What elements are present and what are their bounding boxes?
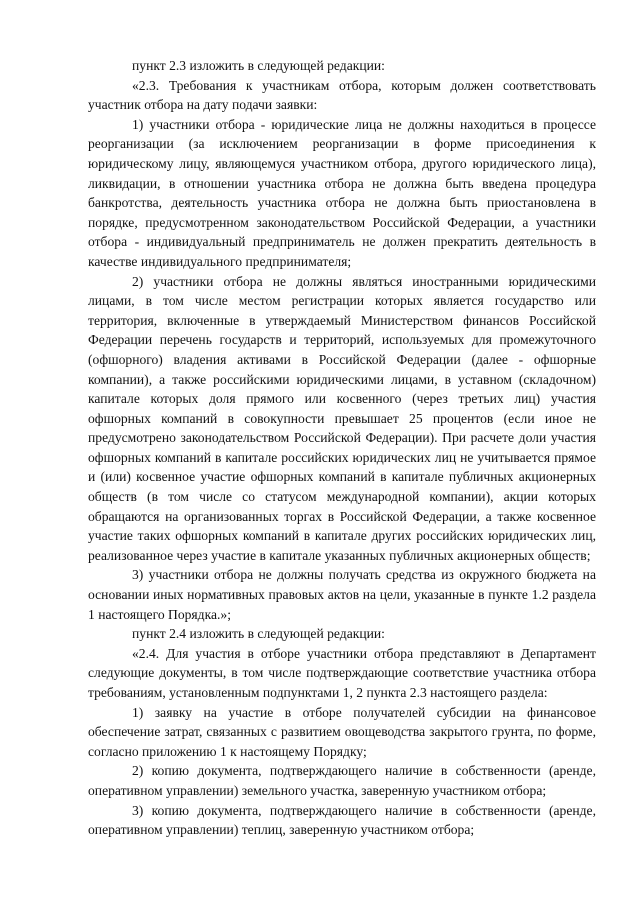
paragraph-2-3-item-1: 1) участники отбора - юридические лица не должны находиться в процессе реорганизации (за исключением реорганизации в форме присоединения к юридическому лицу, являющемуся участником отбора, другого юридического лица), ликвидации, в отношении участника отбора не должна быть введена процедура банкротства, деятельность участника отбора не должна быть приостановлена в порядке, предусмотренном законодательством Российской Федерации, а участники отбора - индивидуальный предприниматель не должен прекратить деятельность в качестве индивидуального предпринимателя; xyxy=(88,116,596,269)
paragraph-2-3-intro: «2.3. Требования к участникам отбора, которым должен соответствовать участник отбора на дату подачи заявки: xyxy=(88,77,596,113)
paragraph-2-4-item-3: 3) копию документа, подтверждающего наличие в собственности (аренде, оперативном управлении) теплиц, заверенную участником отбора; xyxy=(88,802,596,838)
paragraph-2-4-item-1: 1) заявку на участие в отборе получателей субсидии на финансовое обеспечение затрат, связанных с развитием овощеводства закрытого грунта, по форме, согласно приложению 1 к настоящему Порядку; xyxy=(88,704,596,759)
document-page xyxy=(88,56,596,840)
paragraph-amend-2-4: пункт 2.4 изложить в следующей редакции: xyxy=(132,626,385,642)
paragraph-2-4-intro: «2.4. Для участия в отборе участники отбора представляют в Департамент следующие документы, в том числе подтверждающие соответствие участника отбора требованиям, установленным подпунктами 1, 2 пункта 2.3 настоящего раздела: xyxy=(88,645,596,700)
paragraph-amend-2-3: пункт 2.3 изложить в следующей редакции: xyxy=(132,58,385,73)
paragraph-2-4-item-2: 2) копию документа, подтверждающего наличие в собственности (аренде, оперативном управлении) земельного участка, заверенную участником отбора; xyxy=(88,763,596,798)
paragraph-2-3-item-3: 3) участники отбора не должны получать средства из окружного бюджета на основании иных нормативных правовых актов на цели, указанные в пункте 1.2 раздела 1 настоящего Порядка.»; xyxy=(88,567,596,622)
paragraph-2-3-item-2: 2) участники отбора не должны являться иностранными юридическими лицами, в том числе местом регистрации которых является государство или территория, включенные в утверждаемый Министерством финансов Российской Федерации перечень государств и территорий, используемых для промежуточного (офшорного) владения активами в Российской Федерации (далее - офшорные компании), а также российскими юридическими лицами, в уставном (складочном) капитале которых доля прямого или косвенного (через третьих лиц) участия офшорных компаний в совокупности превышает 25 процентов (если иное не предусмотрено законодательством Российской Федерации). При расчете доли участия офшорных компаний в капитале российских юридических лиц не учитывается прямое и (или) косвенное участие офшорных компаний в капитале публичных акционерных обществ (в том числе со статусом международной компании), акции которых обращаются на организованных торгах в Российской Федерации, а также косвенное участие таких офшорных компаний в капитале других российских юридических лиц, реализованное через участие в капитале указанных публичных акционерных обществ; xyxy=(88,273,596,563)
